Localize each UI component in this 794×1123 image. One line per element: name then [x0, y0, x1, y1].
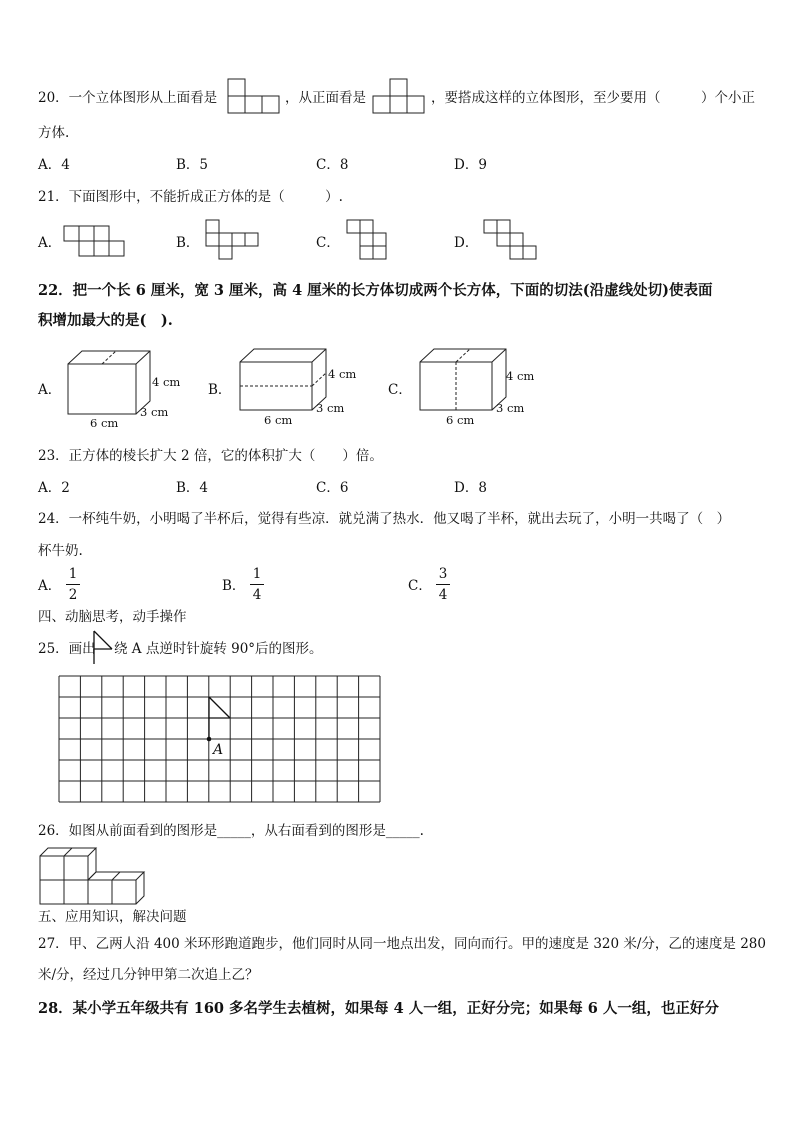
- q21-net-d: [484, 220, 544, 270]
- q21-option-b-label: B．: [176, 235, 200, 251]
- q20-option-a: A．4: [38, 157, 70, 173]
- q22-cuboid-c: [420, 348, 545, 430]
- q22-c-width-label: 3 cm: [496, 401, 525, 415]
- q21-net-b: [206, 220, 266, 270]
- q22-a-width-label: 3 cm: [140, 405, 169, 419]
- q25-grid-lines: [59, 676, 380, 802]
- q21-net-a: [64, 226, 134, 260]
- q24-option-b-letter: B．: [222, 578, 246, 594]
- q23-option-d: D．8: [454, 480, 487, 496]
- q20-text-b: ，从正面看是: [285, 90, 366, 106]
- q24-line1: 24．一杯纯牛奶，小明喝了半杯后，觉得有些凉．就兑满了热水．他又喝了半杯，就出去玩了，小明一共喝了（ ）: [38, 511, 731, 527]
- section-4-heading: 四、动脑思考，动手操作: [38, 609, 187, 625]
- q21-option-c-label: C．: [316, 235, 340, 251]
- q22-cuboid-a: [68, 350, 188, 430]
- q22-line1: 22．把一个长 6 厘米，宽 3 厘米，高 4 厘米的长方体切成两个长方体，下面的切法(沿虚线处切)使表面: [38, 282, 713, 299]
- q23-option-a: A．2: [38, 480, 70, 496]
- q24-a-denominator: 2: [68, 587, 78, 603]
- q24-line2: 杯牛奶.: [38, 543, 83, 559]
- q21-stem: 21．下面图形中，不能折成正方体的是（ ）.: [38, 189, 343, 205]
- q21-net-c: [347, 220, 407, 270]
- q27-line2: 米/分，经过几分钟甲第二次追上乙？: [38, 967, 259, 983]
- q24-option-a-letter: A．: [38, 578, 62, 594]
- q22-c-length-label: 6 cm: [446, 413, 475, 427]
- q24-c-numerator: 3: [438, 566, 448, 582]
- q27-line1: 27．甲、乙两人沿 400 米环形跑道跑步，他们同时从同一地点出发，同向而行。甲的速度是 320 米/分，乙的速度是 280: [38, 936, 766, 952]
- q20-top-view-figure: [228, 79, 284, 117]
- q22-option-a-label: A．: [38, 382, 62, 398]
- q24-b-numerator: 1: [252, 566, 262, 582]
- q21-option-a-label: A．: [38, 235, 62, 251]
- q22-a-length-label: 6 cm: [90, 416, 119, 430]
- q24-option-c-letter: C．: [408, 578, 432, 594]
- q24-b-denominator: 4: [252, 587, 262, 603]
- q23-option-c: C．6: [316, 480, 349, 496]
- q22-b-width-label: 3 cm: [316, 401, 345, 415]
- q25-point-a-label: A: [213, 742, 224, 758]
- q22-option-b-label: B．: [208, 382, 232, 398]
- section-5-heading: 五、应用知识，解决问题: [38, 909, 187, 925]
- q20-text-c: ，要搭成这样的立体图形，至少要用（ ）个小正: [431, 90, 755, 106]
- q24-a-numerator: 1: [68, 566, 78, 582]
- q21-option-d-label: D．: [454, 235, 479, 251]
- q22-cuboid-b: [240, 348, 365, 430]
- q20-front-view-figure: [373, 79, 429, 117]
- q22-line2: 积增加最大的是( ).: [38, 312, 173, 329]
- q20-text-line2: 方体.: [38, 125, 70, 141]
- q22-option-c-label: C．: [388, 382, 412, 398]
- q20-text-a: 20．一个立体图形从上面看是: [38, 90, 218, 106]
- q22-b-length-label: 6 cm: [264, 413, 293, 427]
- q20-option-d: D．9: [454, 157, 487, 173]
- q22-c-height-label: 4 cm: [506, 369, 535, 383]
- q23-stem: 23．正方体的棱长扩大 2 倍，它的体积扩大（ ）倍。: [38, 448, 383, 464]
- q25-text-after: 绕 A 点逆时针旋转 90°后的图形。: [114, 641, 323, 657]
- q26-stem: 26．如图从前面看到的图形是_____，从右面看到的图形是_____.: [38, 823, 424, 839]
- q25-grid: [59, 676, 383, 806]
- q24-c-denominator: 4: [438, 587, 448, 603]
- q28-line1: 28．某小学五年级共有 160 多名学生去植树，如果每 4 人一组，正好分完；如果每 6 人一组，也正好分: [38, 1000, 719, 1017]
- q25-flag-on-grid: [207, 697, 230, 758]
- q24-option-a-fraction: [66, 566, 80, 603]
- q26-cube-stack-figure: [38, 846, 150, 908]
- q22-a-height-label: 4 cm: [152, 375, 181, 389]
- q23-option-b: B．4: [176, 480, 209, 496]
- q22-b-height-label: 4 cm: [328, 367, 357, 381]
- q24-option-b-fraction: [250, 566, 264, 603]
- q25-point-a-dot: [207, 737, 212, 742]
- q20-option-b: B．5: [176, 157, 209, 173]
- q20-option-c: C．8: [316, 157, 349, 173]
- q24-option-c-fraction: [436, 566, 450, 603]
- q25-flag-shape-icon: [92, 630, 116, 666]
- q25-text-before: 25．画出: [38, 641, 96, 657]
